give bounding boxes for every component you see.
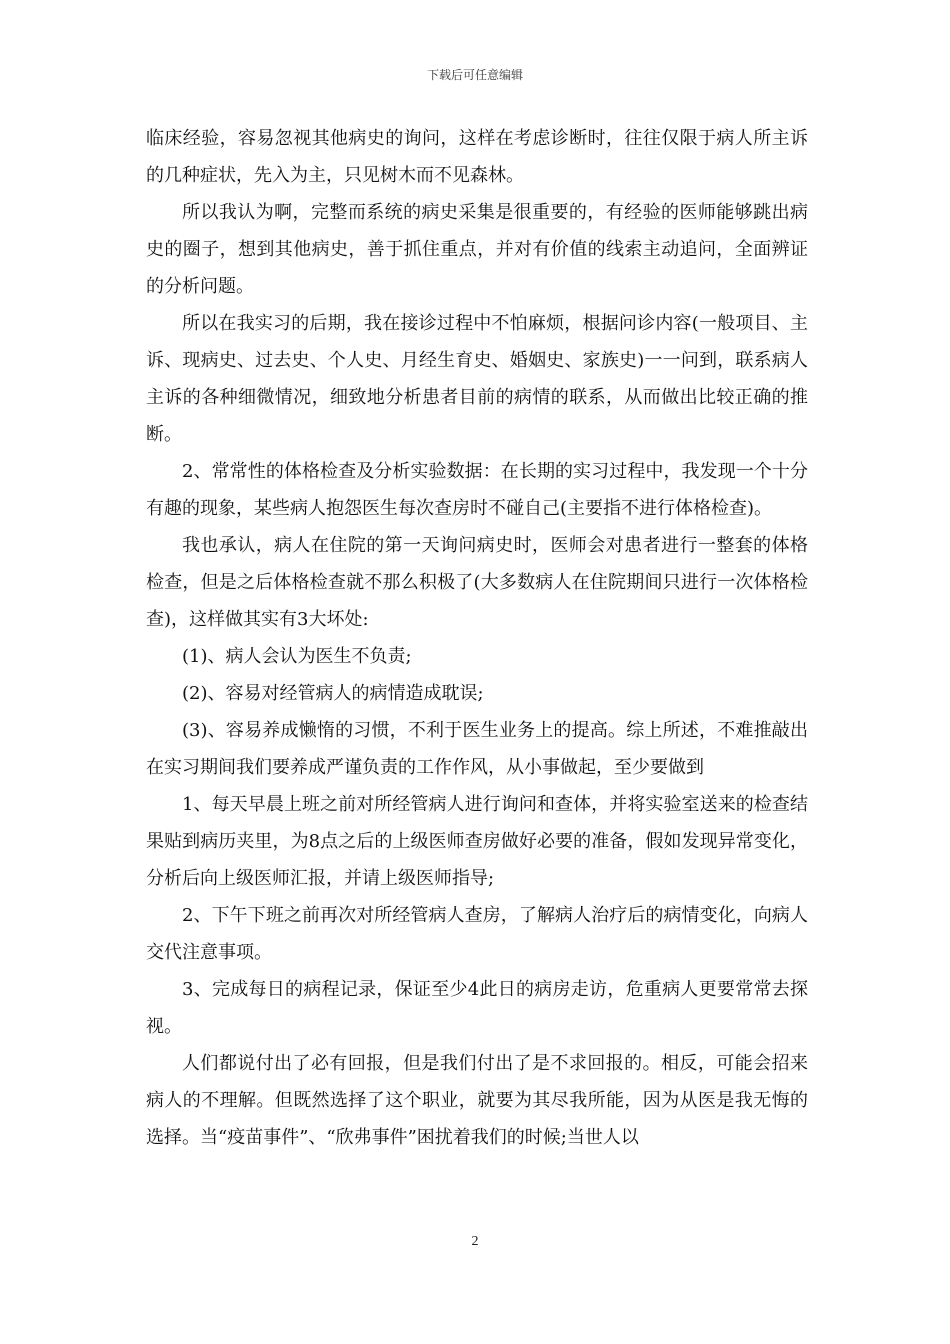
document-body xyxy=(146,120,808,1156)
list-item: 1、每天早晨上班之前对所经管病人进行询问和查体，并将实验室送来的检查结果贴到病历夹里，为8点之后的上级医师查房做好必要的准备，假如发现异常变化，分析后向上级医师汇报，并请上级医师指导; xyxy=(146,794,808,889)
paragraph: 临床经验，容易忽视其他病史的询问，这样在考虑诊断时，往往仅限于病人所主诉的几种症状，先入为主，只见树木而不见森林。 xyxy=(146,128,808,186)
list-item: 3、完成每日的病程记录，保证至少4此日的病房走访，危重病人更要常常去探视。 xyxy=(146,979,808,1037)
list-item: (1)、病人会认为医生不负责; xyxy=(182,646,412,667)
paragraph: 人们都说付出了必有回报，但是我们付出了是不求回报的。相反，可能会招来病人的不理解。但既然选择了这个职业，就要为其尽我所能，因为从医是我无悔的选择。当“疫苗事件”、“欣弗事件”困扰着我们的时候;当世人以 xyxy=(146,1053,808,1148)
paragraph: 2、常常性的体格检查及分析实验数据：在长期的实习过程中，我发现一个十分有趣的现象，某些病人抱怨医生每次查房时不碰自己(主要指不进行体格检查)。 xyxy=(146,461,808,519)
list-item: 2、下午下班之前再次对所经管病人查房，了解病人治疗后的病情变化，向病人交代注意事项。 xyxy=(146,905,808,963)
paragraph: 所以我认为啊，完整而系统的病史采集是很重要的，有经验的医师能够跳出病史的圈子，想到其他病史，善于抓住重点，并对有价值的线索主动追问，全面辨证的分析问题。 xyxy=(146,202,808,297)
paragraph: 我也承认，病人在住院的第一天询问病史时，医师会对患者进行一整套的体格检查，但是之后体格检查就不那么积极了(大多数病人在住院期间只进行一次体格检查)，这样做其实有3大坏处: xyxy=(146,535,808,630)
list-item: (2)、容易对经管病人的病情造成耽误; xyxy=(182,683,484,704)
paragraph: 所以在我实习的后期，我在接诊过程中不怕麻烦，根据问诊内容(一般项目、主诉、现病史、过去史、个人史、月经生育史、婚姻史、家族史)一一问到，联系病人主诉的各种细微情况，细致地分析患者目前的病情的联系，从而做出比较正确的推断。 xyxy=(146,313,808,445)
page-number: 2 xyxy=(471,1234,479,1249)
list-item: (3)、容易养成懒惰的习惯，不利于医生业务上的提高。综上所述，不难推敲出在实习期间我们要养成严谨负责的工作作风，从小事做起，至少要做到 xyxy=(146,720,808,778)
page-header: 下载后可任意编辑 xyxy=(426,68,523,82)
